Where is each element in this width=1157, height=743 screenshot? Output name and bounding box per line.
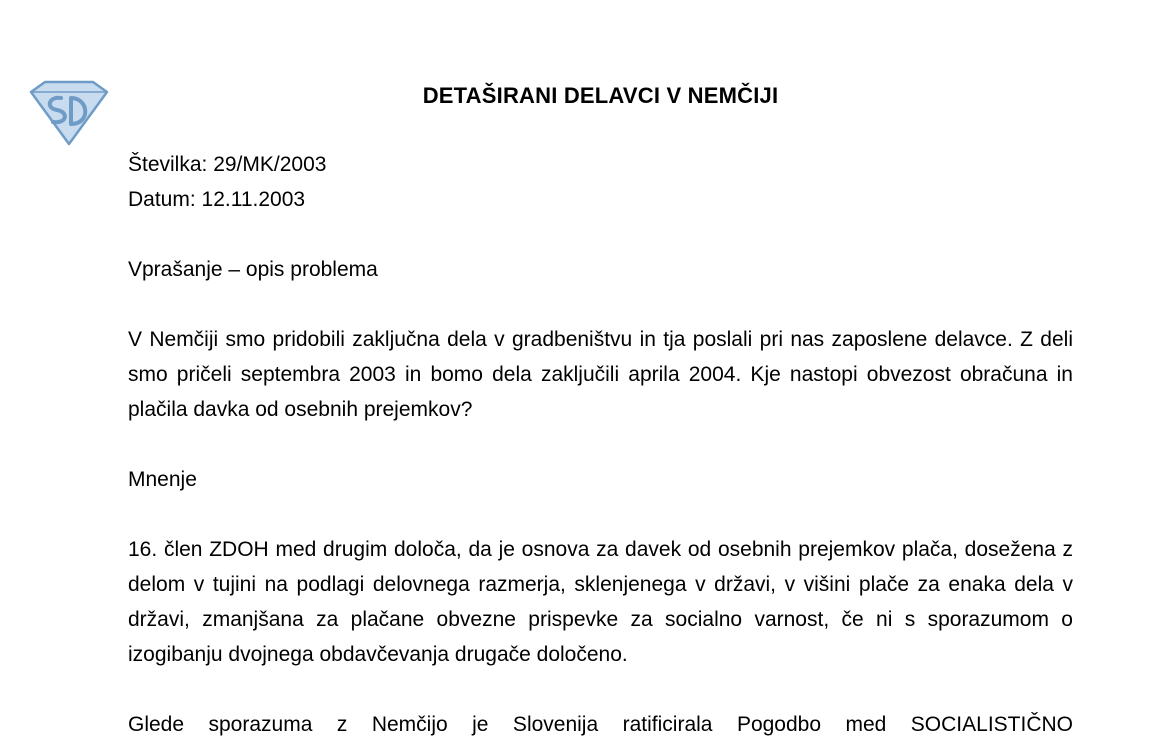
document-date: Datum: 12.11.2003 (128, 188, 306, 211)
opinion-heading: Mnenje (128, 468, 197, 491)
document-body (128, 147, 1073, 742)
opinion-paragraph-2: Glede sporazuma z Nemčijo je Slovenija ratificirala Pogodbo med SOCIALISTIČNO (128, 713, 1073, 736)
sd-diamond-logo-icon (27, 78, 111, 148)
opinion-paragraph-1: 16. člen ZDOH med drugim določa, da je osnova za davek od osebnih prejemkov plača, dosežena z delom v tujini na podlagi delovnega razmerja, sklenjenega v državi, v višini plače za enaka dela v državi, zmanjšana za plačane obvezne prispevke za socialno varnost, če ni s sporazumom o izogibanju dvojnega obdavčevanja drugače določeno. (128, 538, 1073, 666)
question-heading: Vprašanje – opis problema (128, 258, 378, 281)
document-number: Številka: 29/MK/2003 (128, 153, 327, 176)
document-title: DETAŠIRANI DELAVCI V NEMČIJI (422, 83, 779, 108)
question-text: V Nemčiji smo pridobili zaključna dela v gradbeništvu in tja poslali pri nas zaposlene delavce. Z deli smo pričeli septembra 2003 in bomo dela zaključili aprila 2004. Kje nastopi obvezost obračuna in plačila davka od osebnih prejemkov? (128, 328, 1073, 421)
